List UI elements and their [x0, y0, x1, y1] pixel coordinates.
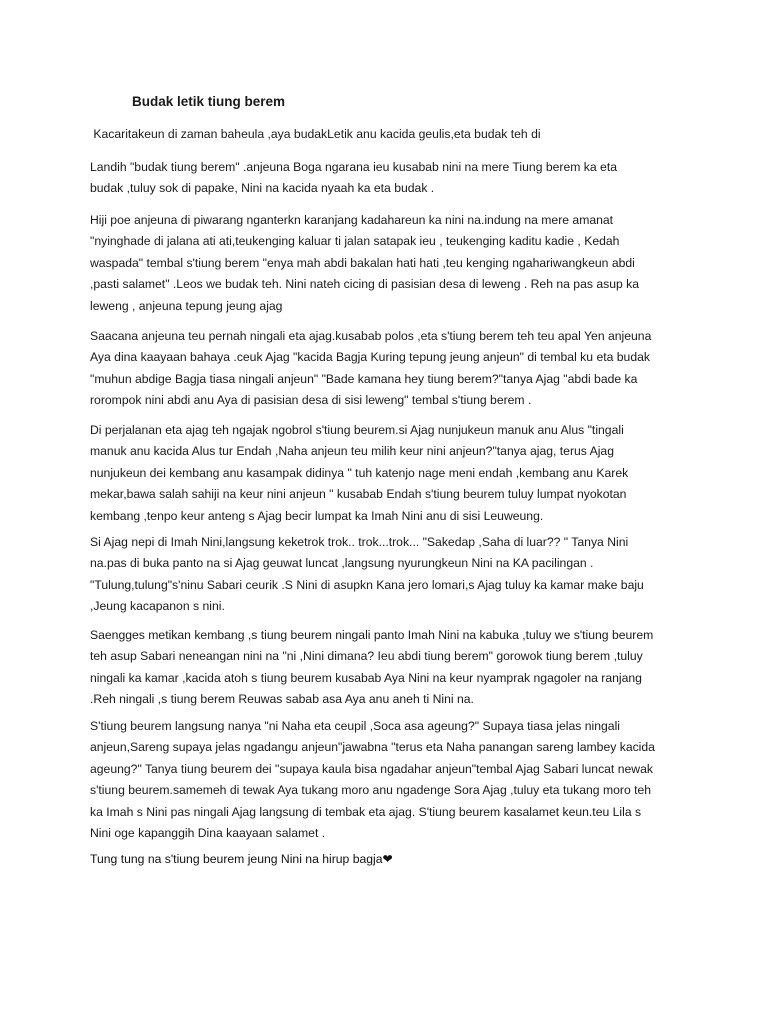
text-line: na.pas di buka panto na si Ajag geuwat luncat ,langsung nyurungkeun Nini na KA pacilingan . [90, 556, 594, 571]
text-line: kembang ,tenpo keur anteng s Ajag becir lumpat ka Imah Nini anu di sisi Leuweung. [90, 508, 544, 523]
text-line: s'tiung beurem.samemeh di tewak Aya tukang moro anu ngadenge Sora Ajag ,tuluy eta tukang moro teh [90, 783, 652, 798]
text-line: ka Imah s Nini pas ningali Ajag langsung di tembak eta ajag. S'tiung beurem kasalamet keun.teu Lila s [90, 804, 642, 819]
text-line: Si Ajag nepi di Imah Nini,langsung keketrok trok.. trok...trok... "Sakedap ,Saha di luar?? " Tanya Nini [90, 535, 629, 549]
text-line: leweng , anjeuna tepung jeung ajag [90, 298, 283, 313]
text-line: mekar,bawa salah sahiji na keur nini anjeun " kusabab Endah s'tiung beurem tuluy lumpat nyokotan [90, 487, 627, 502]
text-line: Hiji poe anjeuna di piwarang nganterkn karanjang kadahareun ka nini na.indung na mere amanat [90, 213, 614, 227]
text-line: ,pasti salamet" .Leos we budak teh. Nini nateh cicing di pasisian desa di leweng . Reh na pas asup ka [90, 277, 640, 292]
text-line: "Tulung,tulung"s'ninu Sabari ceurik .S Nini di asupkn Kana jero lomari,s Ajag tuluy ka kamar make baju [90, 577, 644, 592]
paragraph-5 [90, 420, 690, 527]
text-line: "nyinghade di jalana ati ati,teukenging kaluar ti jalan satapak ieu , teukenging kaditu kadie , Kedah [90, 234, 620, 249]
text-line: S'tiung beurem langsung nanya "ni Naha eta ceupil ,Soca asa ageung?" Supaya tiasa jelas ningali [90, 719, 620, 733]
text-line: Saengges metikan kembang ,s tiung beurem ningali panto Imah Nini na kabuka ,tuluy we s'tiung beurem [90, 628, 654, 642]
text-line: nunjukeun dei kembang anu kasampak didinya " tuh katenjo nage meni endah ,kembang anu Karek [90, 465, 629, 480]
text-line: "muhun abdige Bagja tiasa ningali anjeun" "Bade kamana hey tiung berem?"tanya Ajag "abdi bade ka [90, 371, 638, 386]
paragraph-1 [90, 124, 690, 145]
text-line: Aya dina kaayaan bahaya .ceuk Ajag "kacida Bagja Kuring tepung jeung anjeun" di tembal ku eta budak [90, 350, 650, 365]
text-line: anjeun,Sareng supaya jelas ngadangu anjeun"jawabna "terus eta Naha panangan sareng lambey kacida [90, 740, 655, 755]
text-line: ,Jeung kacapanon s nini. [90, 599, 225, 614]
paragraph-7 [90, 625, 690, 711]
text-line: rorompok nini abdi anu Aya di pasisian desa di sisi leweng" tembal s'tiung berem . [90, 393, 532, 408]
paragraph-2 [90, 157, 690, 200]
text-line: manuk anu kacida Alus tur Endah ,Naha anjeun teu milih keur nini anjeun?"tanya ajag, terus Ajag [90, 444, 614, 459]
text-line: budak ,tuluy sok di papake, Nini na kacida nyaah ka eta budak . [90, 181, 435, 196]
paragraph-8 [90, 716, 690, 844]
text-line: Tung tung na s'tiung beurem jeung Nini na hirup bagja❤ [90, 852, 393, 866]
text-line: ningali ka kamar ,kacida atoh s tiung beurem kusabab Aya Nini na keur nyamprak ngagoler na ranjang [90, 670, 642, 685]
paragraph-3 [90, 210, 690, 317]
text-line: waspada" tembal s'tiung berem "enya mah abdi bakalan hati hati ,teu kenging ngahariwangkeun abdi [90, 255, 635, 270]
text-line: Saacana anjeuna teu pernah ningali eta ajag.kusabab polos ,eta s'tiung berem teh teu apal Yen anjeuna [90, 329, 652, 343]
text-line: ageung?" Tanya tiung beurem dei "supaya kaula bisa ngadahar anjeun"tembal Ajag Sabari luncat newak [90, 761, 653, 776]
text-line: .Reh ningali ,s tiung berem Reuwas sabab asa Aya anu aneh ti Nini na. [90, 692, 474, 707]
document-title: Budak letik tiung berem [132, 94, 286, 109]
text-line: Kacaritakeun di zaman baheula ,aya budakLetik anu kacida geulis,eta budak teh di [90, 127, 541, 141]
paragraph-4 [90, 326, 690, 412]
text-line: Di perjalanan eta ajag teh ngajak ngobrol s'tiung beurem.si Ajag nunjukeun manuk anu Alus "tingali [90, 423, 624, 437]
paragraph-9 [90, 849, 690, 870]
paragraph-6 [90, 532, 690, 618]
text-line: teh asup Sabari neneangan nini na "ni ,Nini dimana? Ieu abdi tiung berem" gorowok tiung berem ,tuluy [90, 649, 643, 664]
text-line: Landih "budak tiung berem" .anjeuna Boga ngarana ieu kusabab nini na mere Tiung berem ka eta [90, 160, 617, 174]
text-line: Nini oge kapanggih Dina kaayaan salamet . [90, 826, 326, 841]
